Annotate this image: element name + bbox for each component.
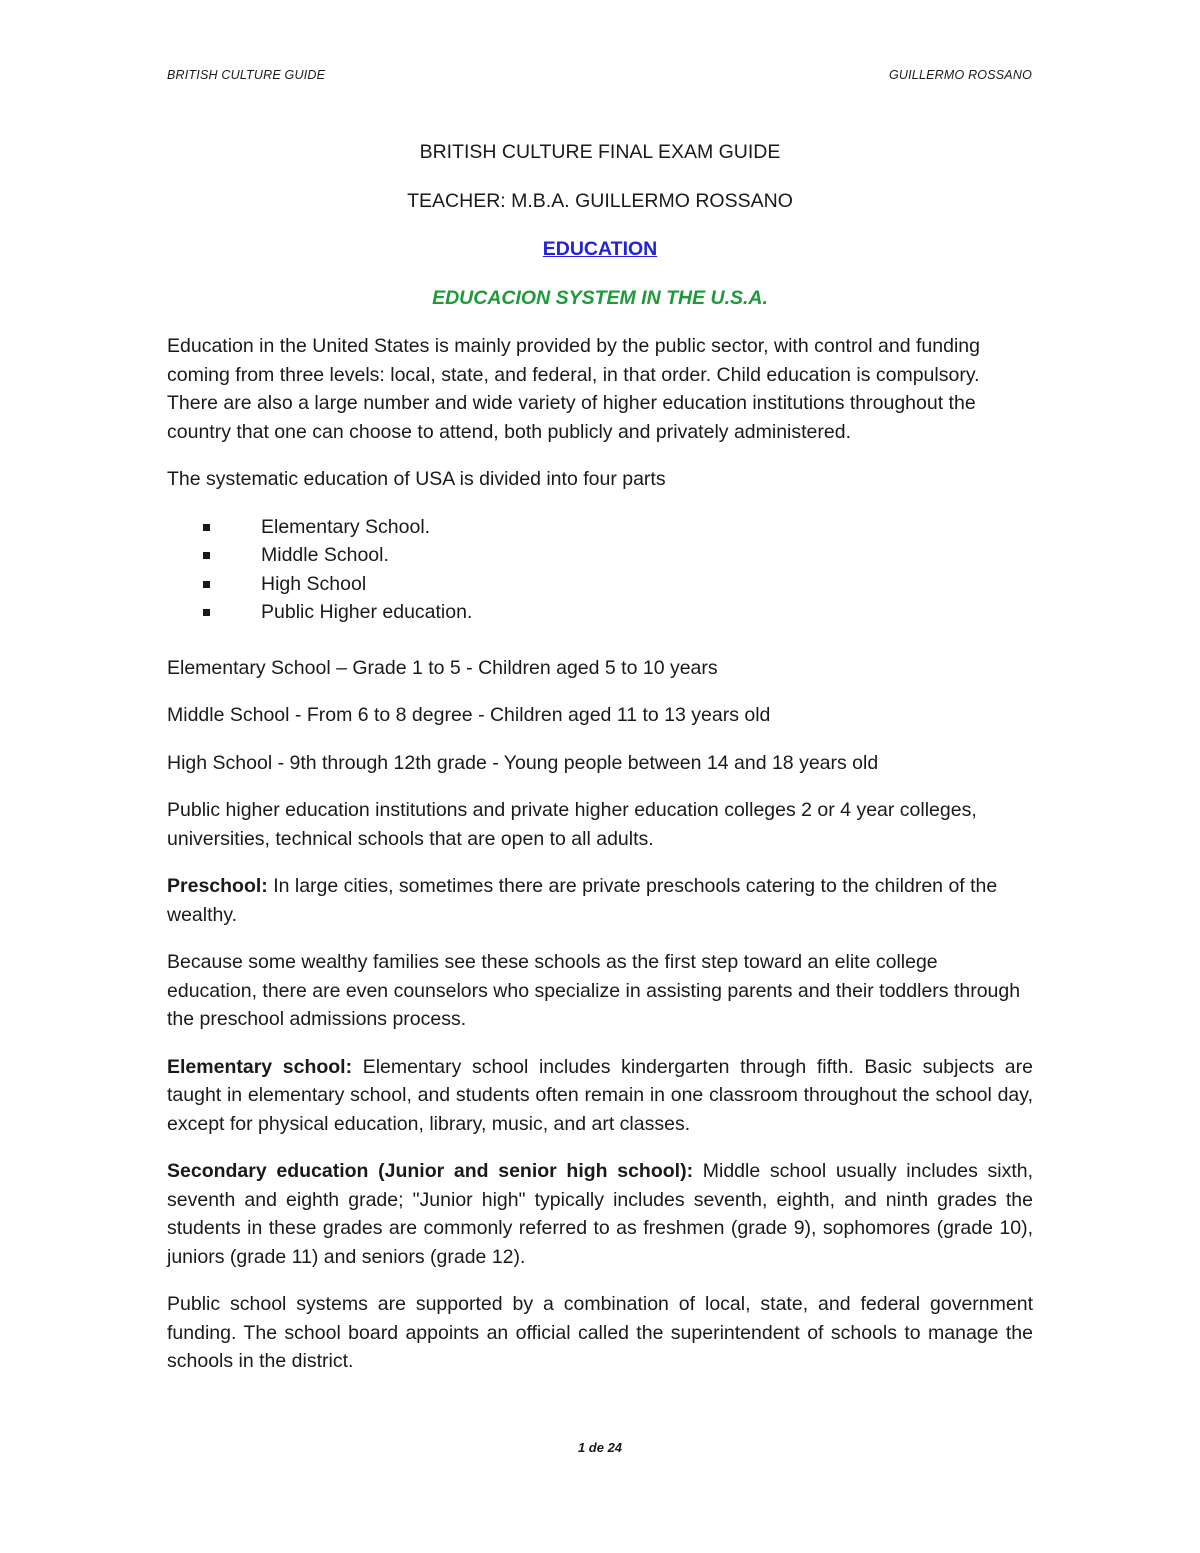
list-item-text: Elementary School. (261, 515, 431, 538)
level-high: High School - 9th through 12th grade - Young people between 14 and 18 years old (167, 751, 879, 774)
square-bullet-icon (203, 552, 210, 559)
level-elementary: Elementary School – Grade 1 to 5 - Children aged 5 to 10 years (167, 656, 718, 679)
document-body (167, 138, 1033, 1395)
preschool-text: In large cities, sometimes there are private preschools catering to the children of the wealthy. (167, 875, 998, 926)
list-item (167, 570, 1033, 599)
secondary-education-paragraph (167, 1157, 1033, 1271)
elementary-school-label: Elementary school: (167, 1055, 353, 1078)
list-item-text: Middle School. (261, 544, 389, 566)
header-left-text: BRITISH CULTURE GUIDE (167, 68, 326, 82)
square-bullet-icon (203, 524, 210, 531)
elementary-school-text: Elementary school includes kindergarten through fifth. Basic subjects are taught in elementary school, and students often remain in one classroom throughout the school day, except for physical education, library, music, and art classes. (167, 1055, 1033, 1135)
elementary-school-paragraph (167, 1053, 1033, 1139)
list-item-text: Public Higher education. (261, 601, 473, 623)
list-item (167, 513, 1033, 542)
section-heading-education: EDUCATION (542, 238, 658, 260)
preschool-label: Preschool: (167, 875, 268, 897)
square-bullet-icon (203, 609, 210, 616)
secondary-education-label: Secondary education (Junior and senior high school): (167, 1160, 694, 1182)
header-right-text: GUILLERMO ROSSANO (888, 68, 1032, 82)
subsection-heading-usa: EDUCACION SYSTEM IN THE U.S.A. (432, 286, 768, 309)
document-title: BRITISH CULTURE FINAL EXAM GUIDE (419, 141, 781, 163)
teacher-line: TEACHER: M.B.A. GUILLERMO ROSSANO (407, 189, 793, 212)
funding-paragraph: Public school systems are supported by a combination of local, state, and federal government funding. The school board appoints an official called the superintendent of schools to manage the schools in the district. (167, 1293, 1033, 1372)
list-item (167, 541, 1033, 570)
parts-intro: The systematic education of USA is divided into four parts (167, 468, 666, 490)
level-middle: Middle School - From 6 to 8 degree - Children aged 11 to 13 years old (167, 704, 771, 726)
secondary-education-text: Middle school usually includes sixth, seventh and eighth grade; "Junior high" typically includes seventh, eighth, and ninth grades the students in these grades are commonly referred to as freshmen (grade 9), sophomores (grade 10), juniors (grade 11) and seniors (grade 12). (167, 1160, 1033, 1268)
page-number: 1 de 24 (577, 1440, 623, 1455)
running-header (167, 68, 1032, 88)
list-item (167, 598, 1033, 627)
level-higher: Public higher education institutions and private higher education colleges 2 or 4 year colleges, universities, technical schools that are open to all adults. (167, 799, 977, 850)
square-bullet-icon (203, 581, 210, 588)
counselors-paragraph: Because some wealthy families see these schools as the first step toward an elite college education, there are even counselors who specialize in assisting parents and their toddlers through the preschool admissions process. (167, 951, 1021, 1030)
list-item-text: High School (261, 572, 367, 595)
intro-paragraph: Education in the United States is mainly provided by the public sector, with control and funding coming from three levels: local, state, and federal, in that order. Child education is compulsory. There are also a large number and wide variety of higher education institutions throughout the country that one can choose to attend, both publicly and privately administered. (167, 335, 980, 443)
preschool-paragraph (167, 872, 1033, 929)
parts-list (167, 513, 1033, 627)
